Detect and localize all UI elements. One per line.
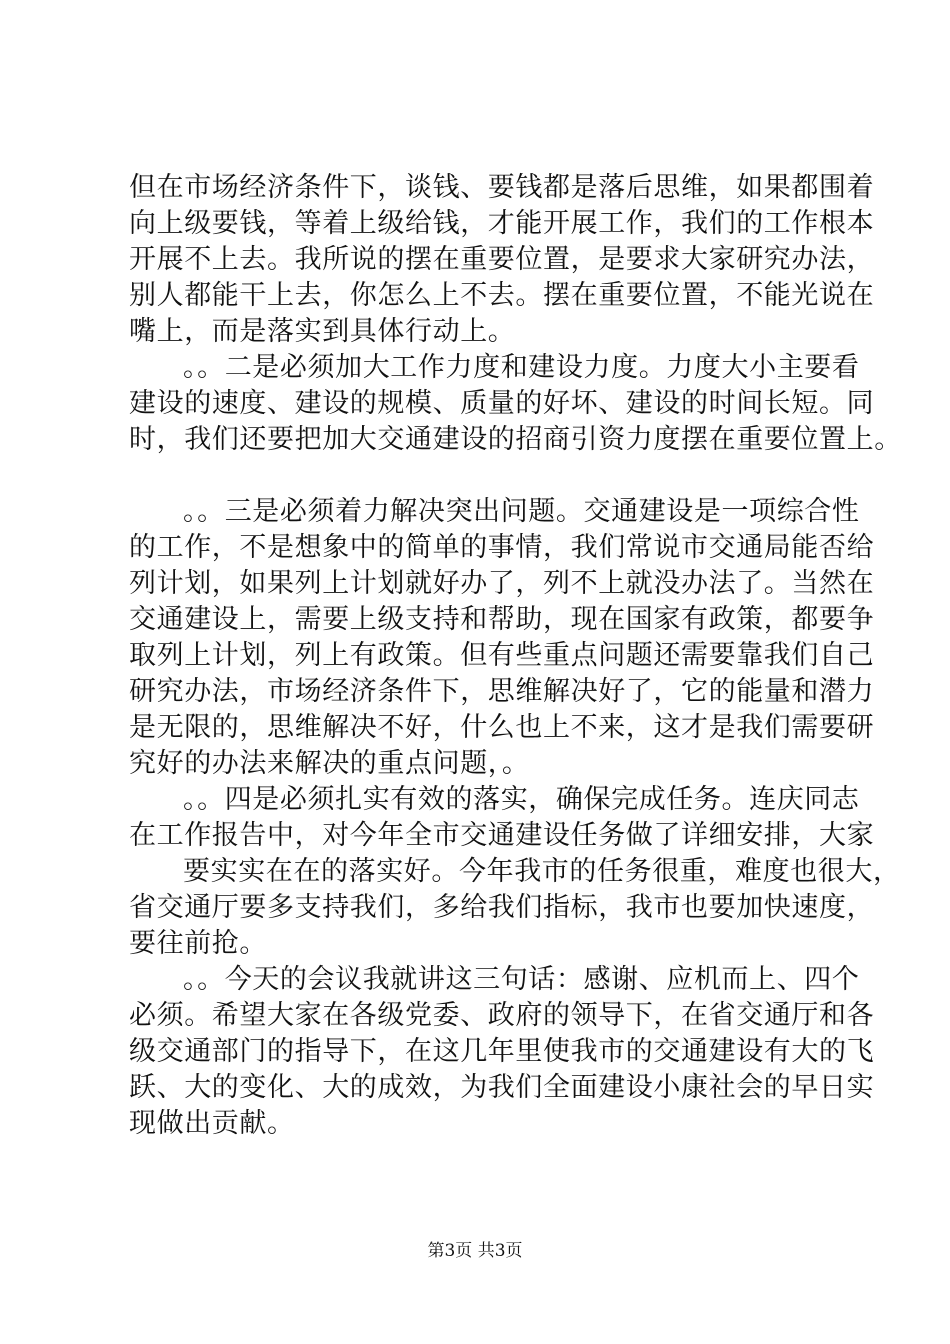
- text-line: 向上级要钱，等着上级给钱，才能开展工作，我们的工作根本: [129, 208, 875, 239]
- text-line: 要实实在在的落实好。今年我市的任务很重，难度也很大，: [183, 856, 901, 887]
- page-number-footer: 第3页 共3页: [427, 1241, 523, 1261]
- text-line: 现做出贡献。: [129, 1108, 295, 1139]
- text-line: 的工作，不是想象中的简单的事情，我们常说市交通局能否给: [129, 532, 875, 563]
- text-line: 但在市场经济条件下，谈钱、要钱都是落后思维，如果都围着: [129, 172, 875, 203]
- text-line: 嘴上，而是落实到具体行动上。: [129, 316, 516, 347]
- text-line: 。。四是必须扎实有效的落实，确保完成任务。连庆同志: [183, 784, 860, 815]
- text-line: 别人都能干上去，你怎么上不去。摆在重要位置，不能光说在: [129, 280, 875, 311]
- text-line: 时，我们还要把加大交通建设的招商引资力度摆在重要位置上。: [129, 424, 902, 455]
- text-line: 取列上计划，列上有政策。但有些重点问题还需要靠我们自己: [129, 640, 875, 671]
- text-line: 。。二是必须加大工作力度和建设力度。力度大小主要看: [183, 352, 860, 383]
- text-line: 要往前抢。: [129, 928, 267, 959]
- document-body: [129, 170, 902, 1142]
- text-line: 级交通部门的指导下，在这几年里使我市的交通建设有大的飞: [129, 1036, 875, 1067]
- text-line: 研究办法，市场经济条件下，思维解决好了，它的能量和潜力: [129, 676, 875, 707]
- text-line: 列计划，如果列上计划就好办了，列不上就没办法了。当然在: [129, 568, 875, 599]
- text-line: 是无限的，思维解决不好，什么也上不来，这才是我们需要研: [129, 712, 875, 743]
- text-line: 在工作报告中，对今年全市交通建设任务做了详细安排，大家: [129, 820, 875, 851]
- text-line: 省交通厅要多支持我们，多给我们指标，我市也要加快速度，: [129, 892, 875, 923]
- text-line: 跃、大的变化、大的成效，为我们全面建设小康社会的早日实: [129, 1072, 875, 1103]
- paragraph-gap: [129, 458, 849, 494]
- text-line: 必须。希望大家在各级党委、政府的领导下，在省交通厅和各: [129, 1000, 875, 1031]
- text-line: 开展不上去。我所说的摆在重要位置，是要求大家研究办法，: [129, 244, 875, 275]
- text-line: 。。今天的会议我就讲这三句话：感谢、应机而上、四个: [183, 964, 860, 995]
- text-line: 。。三是必须着力解决突出问题。交通建设是一项综合性: [183, 496, 860, 527]
- text-line: 建设的速度、建设的规模、质量的好坏、建设的时间长短。同: [129, 388, 875, 419]
- text-line: 究好的办法来解决的重点问题，。: [129, 748, 530, 779]
- text-line: 交通建设上，需要上级支持和帮助，现在国家有政策，都要争: [129, 604, 875, 635]
